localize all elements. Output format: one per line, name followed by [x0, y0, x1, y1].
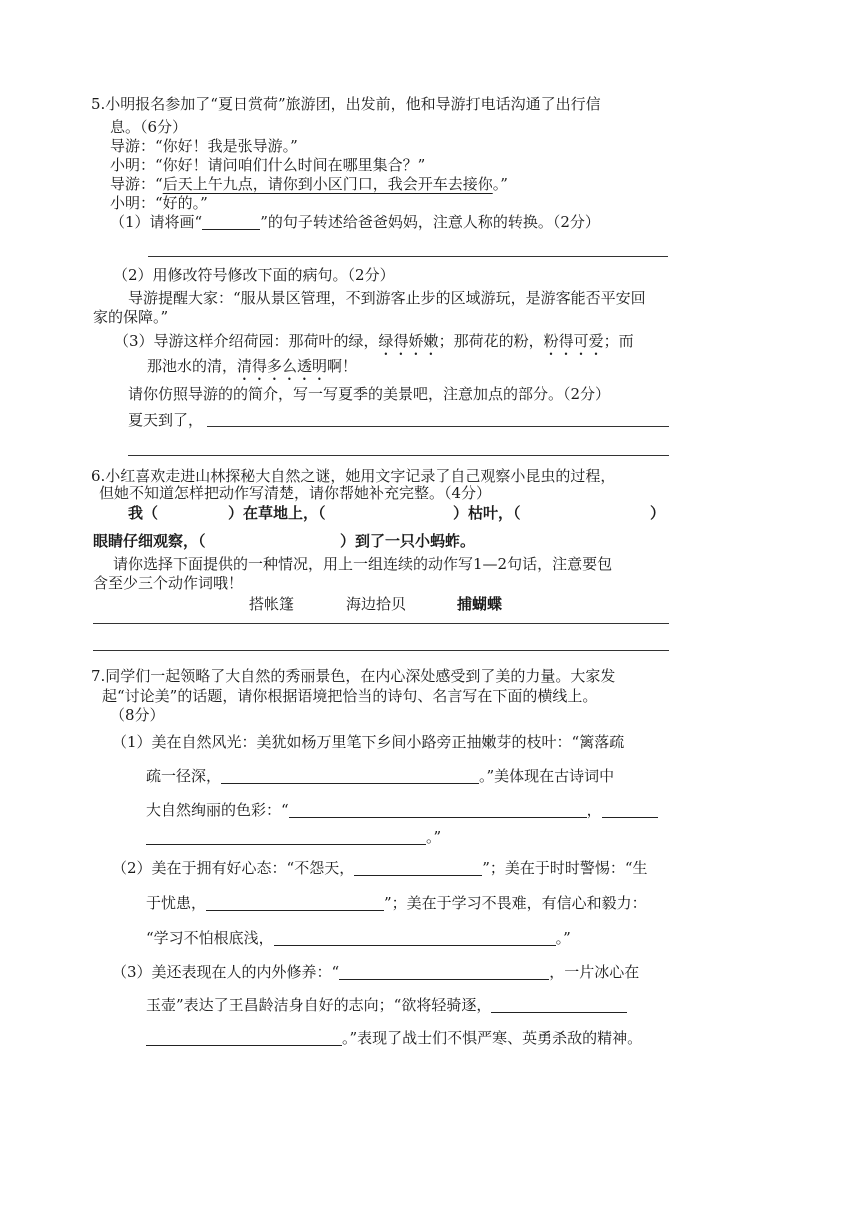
speaker-label: 导游： — [110, 175, 156, 193]
q6-fill-blank-1b: ）在草地上，（ — [228, 504, 326, 522]
answer-blank[interactable] — [274, 929, 556, 946]
answer-blank[interactable] — [491, 996, 627, 1013]
speaker-label: 小明： — [110, 156, 156, 174]
text: 大自然绚丽的色彩：“ — [146, 801, 289, 819]
q5-sub3-start: 夏天到了， — [128, 411, 204, 429]
q6-fill-blank-2a: 眼睛仔细观察，（ — [93, 532, 206, 550]
text: ”；美在于时时警惕：“生 — [482, 859, 648, 877]
dialogue-line — [110, 136, 298, 156]
q7-part1-line2 — [146, 766, 614, 786]
answer-line[interactable] — [148, 256, 668, 257]
answer-blank[interactable] — [339, 963, 549, 980]
q6-fill-blank-1c: ）枯叶，（ — [453, 504, 521, 522]
answer-line[interactable] — [128, 455, 669, 456]
answer-line[interactable] — [93, 650, 669, 651]
dotted-phrase: 绿得娇嫩 — [378, 332, 439, 350]
text: 。”表现了战士们不惧严寒、英勇杀敌的精神。 — [342, 1029, 643, 1047]
quote-close: 。” — [492, 175, 508, 193]
dialogue-line — [110, 193, 208, 213]
text: （3）美还表现在人的内外修养：“ — [112, 963, 340, 981]
text: 。” — [426, 828, 442, 846]
q5-sub3-line1 — [114, 331, 634, 359]
quote-open: “ — [155, 175, 163, 193]
text: “学习不怕根底浅， — [146, 929, 274, 947]
dialogue-line — [110, 155, 425, 175]
text: 玉壶”表达了王昌龄洁身自好的志向；“欲将轻骑逐， — [146, 996, 492, 1014]
q6-stem-line1: 6.小红喜欢走进山林探秘大自然之谜，她用文字记录了自己观察小昆虫的过程， — [91, 467, 616, 485]
text: 疏一径深， — [146, 767, 222, 785]
q6-fill-blank-2b: ）到了一只小蚂蚱。 — [340, 532, 476, 550]
answer-blank[interactable] — [354, 859, 482, 876]
faulty-sentence-line2: 家的保障。” — [93, 308, 169, 326]
option-camping: 搭帐篷 — [249, 595, 295, 613]
dialogue-text: “你好！我是张导游。” — [155, 137, 298, 155]
answer-line[interactable] — [207, 426, 669, 427]
q5-sub2: （2）用修改符号修改下面的病句。（2分） — [113, 266, 395, 284]
faulty-sentence-line1: 导游提醒大家：“服从景区管理，不到游客止步的区域游玩，是游客能否平安回 — [128, 289, 646, 307]
option-shell-collecting: 海边拾贝 — [346, 595, 407, 613]
option-butterfly-catching: 捕蝴蝶 — [457, 595, 503, 613]
underline-sample — [202, 213, 260, 230]
q5-stem-line2: 息。（6分） — [110, 118, 188, 136]
speaker-label: 小明： — [110, 194, 156, 212]
dialogue-text: “你好！请问咱们什么时间在哪里集合？” — [155, 156, 426, 174]
q7-stem-line3: （8分） — [110, 706, 165, 724]
text: （3）导游这样介绍荷园：那荷叶的绿， — [114, 332, 379, 350]
dotted-phrase: 粉得可爱 — [543, 332, 604, 350]
text: ；而 — [603, 332, 634, 350]
q6-instruction-line1: 请你选择下面提供的一种情况，用上一组连续的动作写1—2句话，注意要包 — [113, 555, 613, 573]
speaker-label: 导游： — [110, 137, 156, 155]
answer-blank[interactable] — [221, 767, 479, 784]
text: ；那荷花的粉， — [438, 332, 544, 350]
q5-stem-line1: 5.小明报名参加了“夏日赏荷”旅游团，出发前，他和导游打电话沟通了出行信 — [91, 95, 601, 113]
q6-fill-blank-1d: ） — [650, 504, 666, 522]
text: 。” — [555, 929, 571, 947]
q7-part1-line3 — [146, 800, 658, 820]
text: 于忧患， — [146, 894, 207, 912]
q7-part2-line2 — [146, 893, 647, 913]
text: ， — [586, 801, 602, 819]
answer-blank[interactable] — [289, 801, 587, 818]
q5-sub3-line2 — [147, 356, 357, 384]
q6-instruction-line2: 含至少三个动作词哦！ — [93, 574, 244, 592]
q7-stem-line2: 起“讨论美”的话题，请你根据语境把恰当的诗句、名言写在下面的横线上。 — [102, 687, 598, 705]
answer-blank[interactable] — [146, 828, 426, 845]
q7-part1-line4 — [146, 827, 441, 847]
q7-stem-line1: 7.同学们一起领略了大自然的秀丽景色，在内心深处感受到了美的力量。大家发 — [91, 667, 616, 685]
text: （2）美在于拥有好心态：“不怨天， — [112, 859, 355, 877]
q6-fill-blank-1a: 我（ — [128, 504, 159, 522]
q7-part2-line1 — [112, 858, 648, 878]
answer-blank[interactable] — [206, 894, 384, 911]
answer-blank[interactable] — [146, 1029, 342, 1046]
q7-part1-line1: （1）美在自然风光：美犹如杨万里笔下乡间小路旁正抽嫩芽的枝叶：“篱落疏 — [112, 733, 625, 751]
q7-part3-line3 — [146, 1028, 642, 1048]
sub1-text-pre: （1）请将画“ — [110, 213, 203, 231]
q7-part3-line2 — [146, 995, 627, 1015]
q5-sub1 — [110, 212, 600, 232]
text: ”；美在于学习不畏难，有信心和毅力： — [384, 894, 647, 912]
q7-part2-line3 — [146, 928, 571, 948]
text: 。”美体现在古诗词中 — [479, 767, 615, 785]
q5-sub3-instruction: 请你仿照导游的的简介，写一写夏季的美景吧，注意加点的部分。（2分） — [128, 385, 611, 403]
text: ，一片冰心在 — [549, 963, 640, 981]
text: 啊！ — [327, 357, 358, 375]
q6-stem-line2: 但她不知道怎样把动作写清楚，请你帮她补充完整。（4分） — [99, 484, 492, 502]
dialogue-line — [110, 174, 508, 194]
dotted-phrase: 清得多么透明 — [237, 357, 328, 375]
sub1-text-post: ”的句子转述给爸爸妈妈，注意人称的转换。（2分） — [260, 213, 600, 231]
text: 那池水的清， — [147, 357, 238, 375]
q7-part3-line1 — [112, 962, 639, 982]
underlined-sentence: 后天上午九点，请你到小区门口，我会开车去接你 — [162, 175, 493, 193]
answer-line[interactable] — [93, 623, 669, 624]
answer-blank[interactable] — [602, 801, 658, 818]
dialogue-text: “好的。” — [155, 194, 208, 212]
